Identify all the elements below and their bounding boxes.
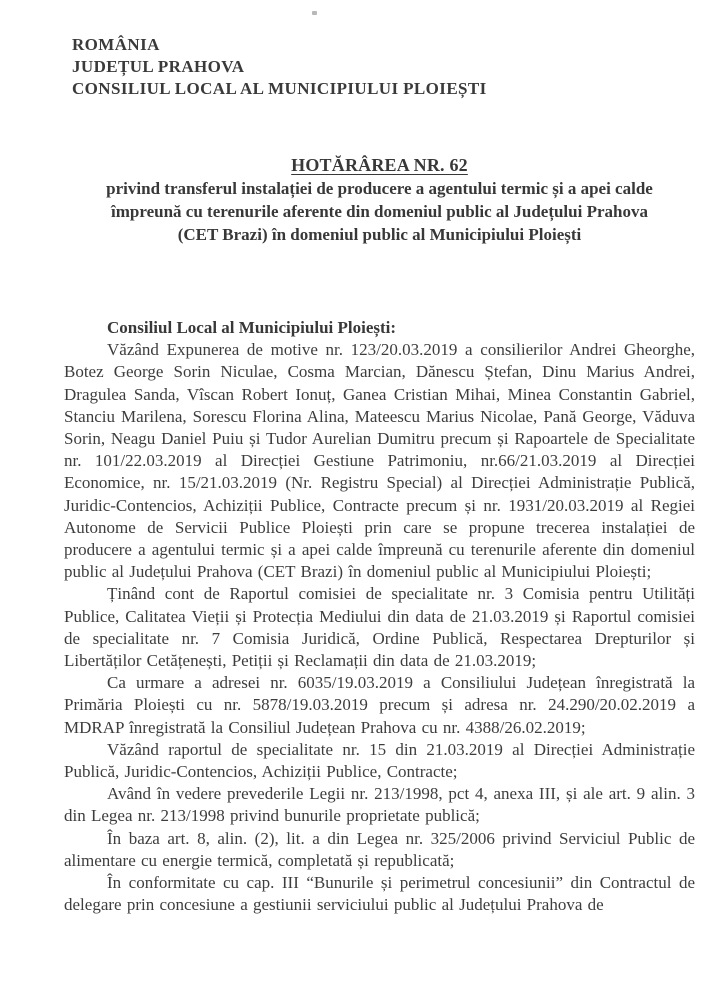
scan-artifact-speck bbox=[312, 11, 317, 15]
decision-title: HOTĂRÂREA NR. 62 bbox=[291, 155, 468, 175]
decision-subtitle bbox=[64, 177, 695, 246]
document-header bbox=[64, 34, 695, 100]
header-line-country: ROMÂNIA bbox=[72, 35, 160, 54]
subtitle-line: privind transferul instalației de producere a agentului termic și a apei calde bbox=[106, 179, 653, 198]
header-line-county: JUDEȚUL PRAHOVA bbox=[72, 57, 245, 76]
document-body bbox=[64, 317, 695, 916]
body-paragraph: Având în vedere prevederile Legii nr. 213/1998, pct 4, anexa III, și ale art. 9 alin. 3 din Legea nr. 213/1998 privind bunurile proprietate publică; bbox=[64, 784, 695, 826]
body-paragraph: Ținând cont de Raportul comisiei de specialitate nr. 3 Comisia pentru Utilități Publice, Calitatea Vieții și Protecția Mediului din data de 21.03.2019 și Raportul comisiei de specialitate nr. 7 Comisia Juridică, Ordine Publică, Respectarea Drepturilor și Libertăților Cetățenești, Petiții și Reclamații din data de 21.03.2019; bbox=[64, 584, 695, 671]
body-paragraph: În baza art. 8, alin. (2), lit. a din Legea nr. 325/2006 privind Serviciul Public de alimentare cu energie termică, completată și republicată; bbox=[64, 828, 695, 870]
body-paragraph: Văzând Expunerea de motive nr. 123/20.03.2019 a consilierilor Andrei Gheorghe, Botez George Sorin Niculae, Cosma Marcian, Dănescu Ștefan, Dinu Marius Andrei, Dragulea Sanda, Vîscan Robert Ionuț, Ganea Cristian Mihai, Minea Constantin Gabriel, Stanciu Marilena, Sorescu Florina Alina, Mateescu Marius Nicolae, Pană George, Văduva Sorin, Neagu Daniel Puiu și Tudor Aurelian Dumitru precum și Rapoartele de Specialitate nr. 101/22.03.2019 al Direcției Gestiune Patrimoniu, nr.66/21.03.2019 al Direcției Economice, nr. 15/21.03.2019 (Nr. Registru Special) al Direcției Administrație Publică, Juridic-Contencios, Achiziții Publice, Contracte precum și nr. 1931/20.03.2019 al Regiei Autonome de Servicii Publice Ploiești prin care se propune trecerea instalației de producere a agentului termic și a apei calde împreună cu terenurile aferente din domeniul public al Județului Prahova (CET Brazi) în domeniul public al Municipiului Ploiești; bbox=[64, 340, 695, 582]
body-paragraph: Văzând raportul de specialitate nr. 15 din 21.03.2019 al Direcției Administrație Publică, Juridic-Contencios, Achiziții Publice, Contracte; bbox=[64, 739, 695, 782]
title-block bbox=[64, 154, 695, 246]
salutation: Consiliul Local al Municipiului Ploiești: bbox=[107, 318, 397, 337]
subtitle-line: împreună cu terenurile aferente din domeniul public al Județului Prahova bbox=[111, 202, 648, 221]
body-paragraph: Ca urmare a adresei nr. 6035/19.03.2019 a Consiliului Județean înregistrată la Primăria Ploiești cu nr. 5878/19.03.2019 precum și adresa nr. 24.290/20.02.2019 a MDRAP înregistrată la Consiliul Județean Prahova cu nr. 4388/26.02.2019; bbox=[64, 673, 695, 737]
subtitle-line: (CET Brazi) în domeniul public al Municipiului Ploiești bbox=[177, 225, 582, 244]
header-line-council: CONSILIUL LOCAL AL MUNICIPIULUI PLOIEȘTI bbox=[72, 79, 487, 98]
body-paragraph: În conformitate cu cap. III “Bunurile și perimetrul concesiunii” din Contractul de delegare prin concesiune a gestiunii serviciului public al Județului Prahova de bbox=[64, 873, 695, 915]
